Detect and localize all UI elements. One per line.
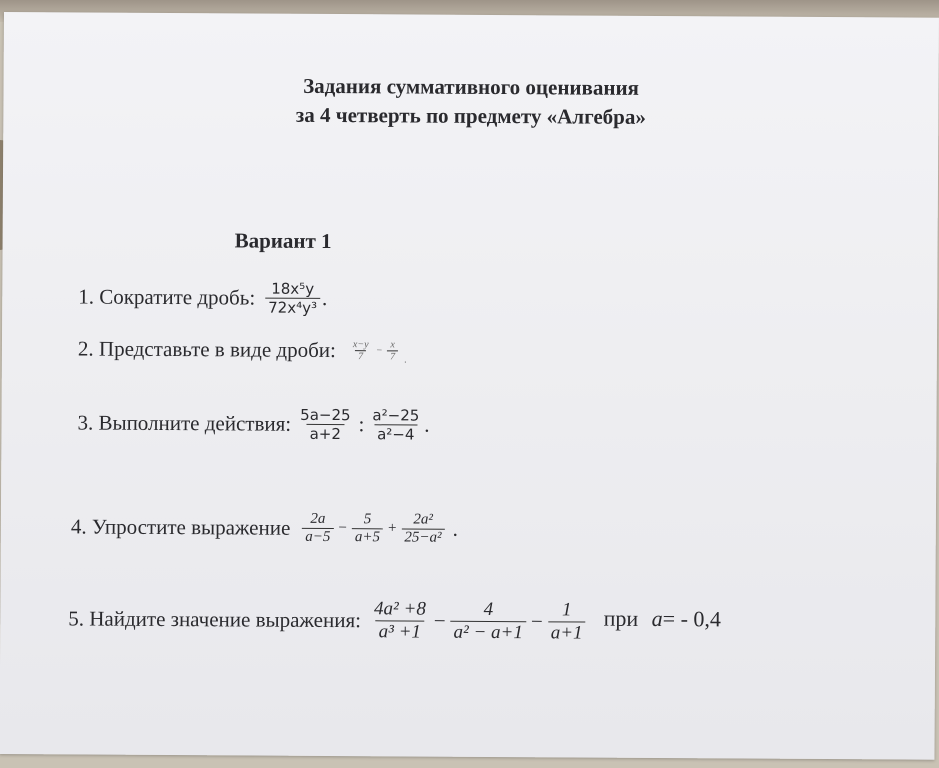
task-5-condition [604, 605, 721, 632]
task-4-fraction-2 [352, 511, 383, 546]
task-5-fraction-2 [450, 599, 526, 644]
task-5-fraction-3 [548, 599, 586, 644]
minus-operator: − [376, 345, 383, 357]
task-3 [77, 404, 429, 443]
fraction-numerator: 4 [483, 598, 494, 620]
task-4-fraction-1 [302, 511, 333, 546]
task-2 [78, 334, 407, 365]
fraction-numerator: 2a² [413, 511, 433, 528]
fraction-denominator: 25−a² [401, 528, 444, 546]
task-4-fraction-3 [401, 511, 444, 546]
fraction-numerator: 5 [363, 511, 372, 528]
task-5-fraction-1 [371, 598, 429, 643]
title-line-2: за 4 четверть по предмету «Алгебра» [295, 102, 646, 129]
task-4-period: . [452, 516, 458, 541]
task-4-label: 4. Упростите выражение [70, 514, 291, 540]
fraction-numerator: x−y [352, 339, 369, 351]
task-3-label: 3. Выполните действия: [77, 410, 292, 436]
minus-operator: − [530, 609, 543, 634]
fraction-denominator: a² − a+1 [450, 621, 525, 644]
fraction-denominator: 7 [355, 350, 366, 362]
task-1-period: . [321, 285, 328, 310]
fraction-denominator: a+2 [307, 424, 344, 443]
title-line-1: Задания суммативного оценивания [303, 73, 640, 100]
fraction-denominator: a³ +1 [376, 620, 424, 643]
minus-operator: − [433, 608, 446, 633]
condition-word: при [603, 605, 639, 631]
fraction-denominator: 7 [387, 350, 398, 362]
fraction-denominator: a+1 [548, 621, 586, 644]
condition-value: = - 0,4 [662, 605, 722, 631]
page-title [3, 70, 938, 134]
fraction-numerator: 2a [310, 510, 326, 527]
fraction-numerator: a²−25 [372, 406, 420, 425]
fraction-denominator: a²−4 [374, 424, 417, 443]
task-2-label: 2. Представьте в виде дроби: [77, 336, 336, 363]
task-1-fraction [265, 280, 320, 317]
task-2-fraction-1 [350, 339, 372, 362]
fraction-denominator: 72x⁴y³ [265, 298, 320, 317]
plus-operator: + [387, 520, 397, 537]
task-3-period: . [424, 412, 430, 437]
minus-operator: − [338, 520, 347, 537]
task-1-label: 1. Сократите дробь: [78, 284, 256, 310]
fraction-numerator: 18x⁵y [271, 279, 315, 298]
task-5 [68, 596, 721, 645]
task-2-fraction-2 [387, 339, 398, 362]
variant-heading: Вариант 1 [234, 228, 332, 254]
fraction-denominator: a−5 [302, 528, 333, 546]
fraction-numerator: 5a−25 [300, 405, 351, 425]
task-4 [71, 509, 458, 546]
fraction-numerator: x [390, 339, 395, 351]
fraction-numerator: 1 [561, 599, 572, 621]
task-5-label: 5. Найдите значение выражения: [68, 606, 362, 633]
paper-sheet [0, 12, 939, 760]
fraction-numerator: 4a² +8 [374, 598, 426, 620]
divide-operator: : [358, 412, 365, 437]
task-2-period: . [404, 354, 407, 366]
task-1 [78, 278, 327, 317]
condition-variable: a [651, 605, 663, 631]
fraction-denominator: a+5 [352, 528, 383, 546]
task-3-fraction-2 [369, 406, 422, 443]
task-3-fraction-1 [297, 406, 354, 443]
